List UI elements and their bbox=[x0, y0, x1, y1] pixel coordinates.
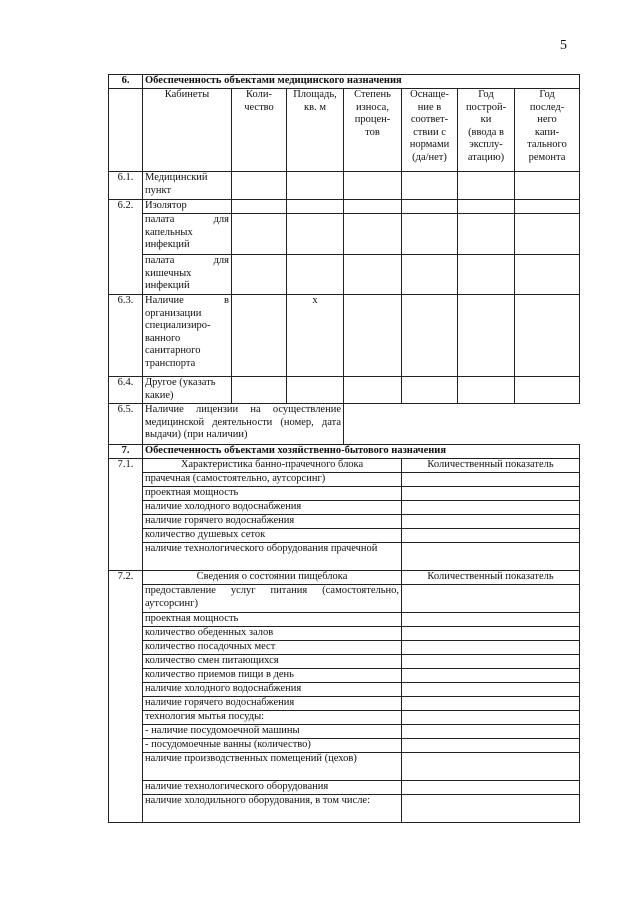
header-wear: Степень износа, процен- тов bbox=[344, 89, 402, 172]
row-number: 7.1. bbox=[109, 459, 143, 571]
list-item: количество душевых сеток bbox=[143, 529, 402, 543]
header-area: Площадь, кв. м bbox=[287, 89, 344, 172]
section-6-title: Обеспеченность объектами медицинского назначения bbox=[143, 75, 580, 89]
list-item: наличие холодного водоснабжения bbox=[143, 501, 402, 515]
block-indicator-header: Количественный показатель bbox=[402, 571, 580, 585]
area-cell-value: x bbox=[287, 295, 344, 377]
page-number: 5 bbox=[560, 38, 567, 53]
row-label: Другое (указать какие) bbox=[143, 377, 232, 404]
list-item: проектная мощность bbox=[143, 613, 402, 627]
list-item: наличие холодного водоснабжения bbox=[143, 683, 402, 697]
list-item: количество обеденных залов bbox=[143, 627, 402, 641]
row-number: 6.3. bbox=[109, 295, 143, 377]
row-label: Медицинский пункт bbox=[143, 172, 232, 200]
row-number: 6.2. bbox=[109, 200, 143, 295]
header-year-built: Год построй- ки (ввода в эксплу- атацию) bbox=[458, 89, 515, 172]
list-item: технология мытья посуды: bbox=[143, 711, 402, 725]
list-item: - посудомоечные ванны (количество) bbox=[143, 739, 402, 753]
row-number: 7.2. bbox=[109, 571, 143, 823]
section-6-number: 6. bbox=[109, 75, 143, 89]
list-item: количество смен питающихся bbox=[143, 655, 402, 669]
block-indicator-header: Количественный показатель bbox=[402, 459, 580, 473]
row-label: Наличие в организации специализиро-ванного санитарного транспорта bbox=[143, 295, 232, 377]
list-item: наличие горячего водоснабжения bbox=[143, 515, 402, 529]
list-item: наличие горячего водоснабжения bbox=[143, 697, 402, 711]
list-item: прачечная (самостоятельно, аутсорсинг) bbox=[143, 473, 402, 487]
list-item: наличие технологического оборудования прачечной bbox=[143, 543, 402, 571]
row-number: 6.4. bbox=[109, 377, 143, 404]
list-item: предоставление услуг питания (самостоятельно, аутсорсинг) bbox=[143, 585, 402, 613]
list-item: количество посадочных мест bbox=[143, 641, 402, 655]
section-7-number: 7. bbox=[109, 445, 143, 459]
list-item: наличие технологического оборудования bbox=[143, 781, 402, 795]
header-quantity: Коли- чество bbox=[232, 89, 287, 172]
row-label: Наличие лицензии на осуществление медицинской деятельности (номер, дата выдачи) (при наличии) bbox=[143, 404, 344, 445]
row-number: 6.1. bbox=[109, 172, 143, 200]
list-item: наличие производственных помещений (цехов) bbox=[143, 753, 402, 781]
header-equipment: Оснаще- ние в соответ- ствии с нормами (да/нет) bbox=[402, 89, 458, 172]
form-table bbox=[108, 74, 580, 823]
header-year-repair: Год послед- него капи- тального ремонта bbox=[515, 89, 580, 172]
list-item: количество приемов пищи в день bbox=[143, 669, 402, 683]
row-number: 6.5. bbox=[109, 404, 143, 445]
block-header: Характеристика банно-прачечного блока bbox=[143, 459, 402, 473]
header-cabinets: Кабинеты bbox=[143, 89, 232, 172]
row-sublabel: палата для капельных инфекций bbox=[143, 214, 232, 255]
list-item: наличие холодильного оборудования, в том числе: bbox=[143, 795, 402, 823]
list-item: проектная мощность bbox=[143, 487, 402, 501]
section-7-title: Обеспеченность объектами хозяйственно-бытового назначения bbox=[143, 445, 580, 459]
list-item: - наличие посудомоечной машины bbox=[143, 725, 402, 739]
block-header: Сведения о состоянии пищеблока bbox=[143, 571, 402, 585]
row-label: Изолятор bbox=[143, 200, 232, 214]
row-sublabel: палата для кишечных инфекций bbox=[143, 255, 232, 295]
